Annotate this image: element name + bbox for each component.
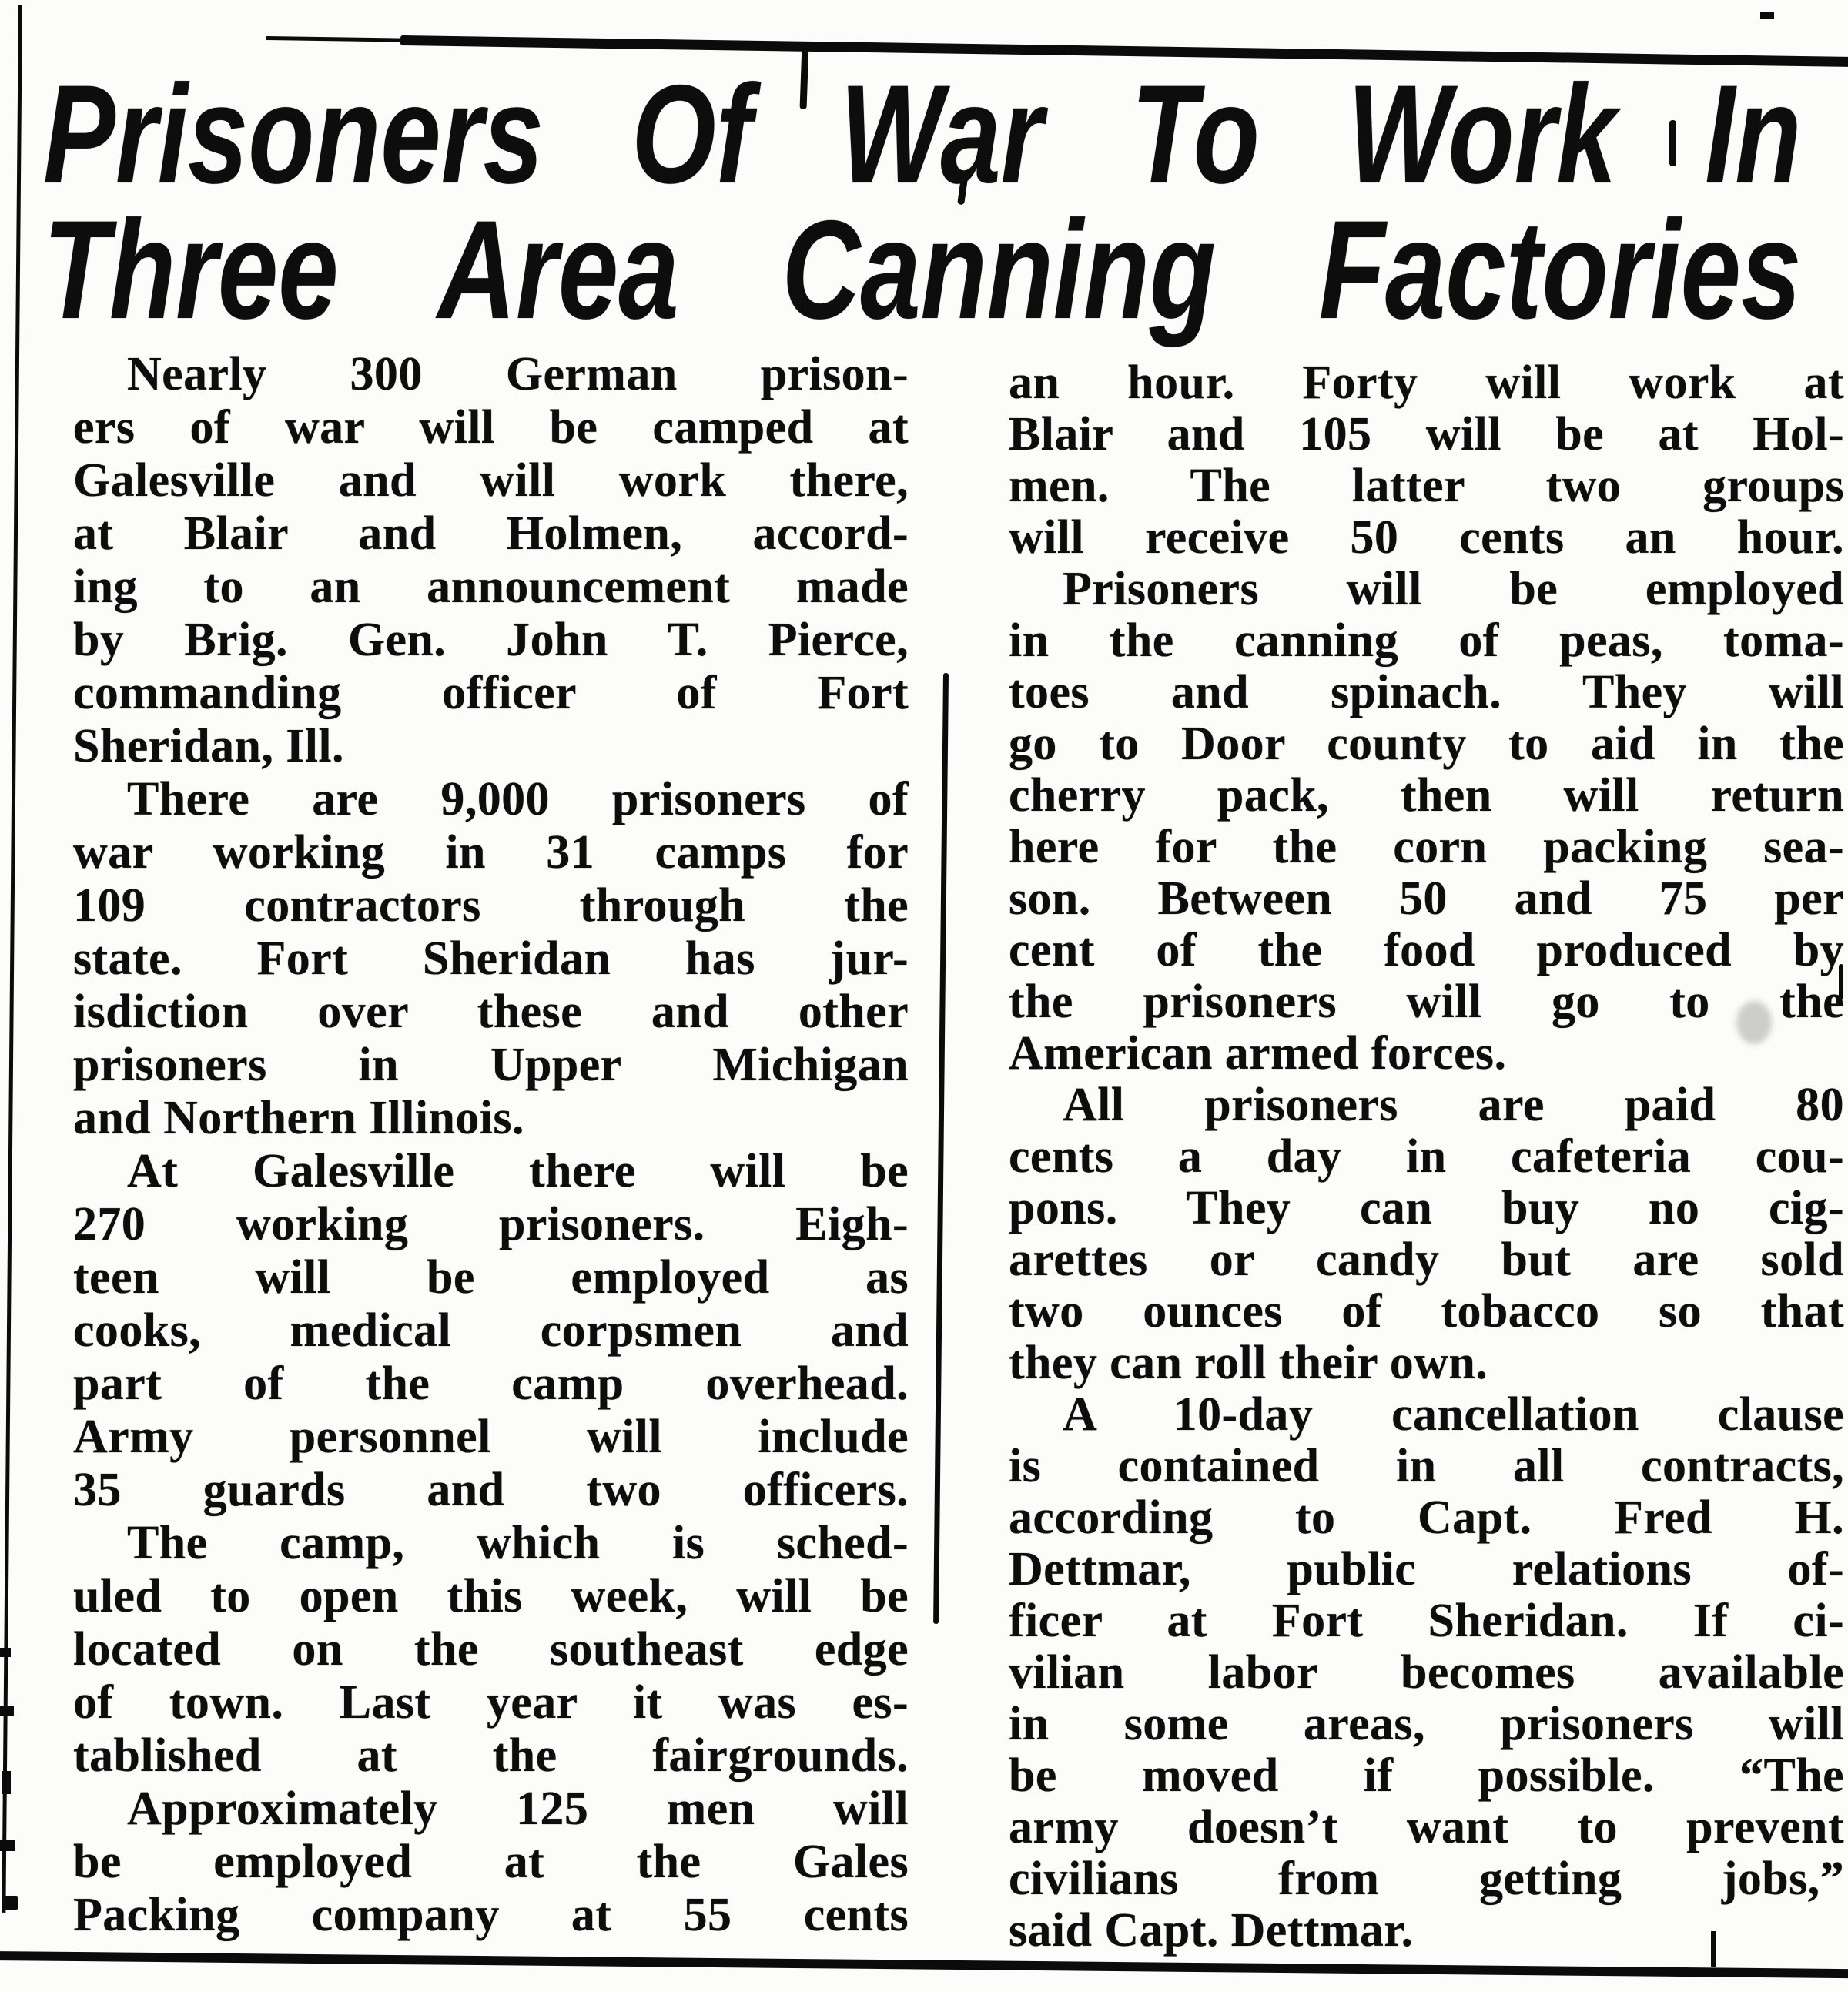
body-line: will receive 50 cents an hour. <box>1009 511 1844 564</box>
paragraph <box>73 1783 909 1942</box>
body-line: located on the southeast edge <box>73 1623 909 1676</box>
paragraph <box>73 773 909 1145</box>
body-line: All prisoners are paid 80 <box>1063 1079 1844 1131</box>
body-line: said Capt. Dettmar. <box>1009 1904 1414 1957</box>
body-line: pons. They can buy no cig- <box>1009 1182 1844 1234</box>
body-line: an hour. Forty will work at <box>1009 357 1844 409</box>
body-line: There are 9,000 prisoners of <box>127 773 909 825</box>
body-line: Approximately 125 men will <box>127 1783 909 1835</box>
column-right <box>1009 357 1844 1957</box>
body-line: Galesville and will work there, <box>73 454 909 507</box>
scan-artifact <box>0 1840 15 1851</box>
paragraph <box>1009 1389 1844 1957</box>
body-line: vilian labor becomes available <box>1009 1646 1844 1699</box>
body-line: 109 contractors through the <box>73 879 909 932</box>
body-line: Dettmar, public relations of- <box>1009 1543 1844 1595</box>
scan-artifact <box>0 1706 14 1716</box>
paragraph <box>73 348 909 773</box>
body-line: army doesn’t want to prevent <box>1009 1801 1844 1853</box>
body-line: tablished at the fairgrounds. <box>73 1729 909 1782</box>
scan-artifact <box>2 1771 11 1794</box>
body-line: Packing company at 55 cents <box>73 1889 909 1941</box>
paragraph <box>1009 1080 1844 1389</box>
body-line: son. Between 50 and 75 per <box>1009 872 1844 925</box>
body-line: prisoners in Upper Michigan <box>73 1039 909 1091</box>
left-edge-rule <box>2 5 22 1913</box>
body-line: teen will be employed as <box>73 1251 909 1304</box>
body-line: they can roll their own. <box>1009 1337 1488 1389</box>
body-line: Army personnel will include <box>73 1411 909 1463</box>
body-line: of town. Last year it was es- <box>73 1676 909 1729</box>
scan-artifact <box>2 1896 18 1910</box>
body-line: Sheridan, Ill. <box>73 720 344 772</box>
body-line: by Brig. Gen. John T. Pierce, <box>73 614 909 666</box>
paragraph <box>73 1145 909 1517</box>
body-line: civilians from getting jobs,” <box>1009 1853 1844 1905</box>
body-line: war working in 31 camps for <box>73 826 909 879</box>
body-line: uled to open this week, will be <box>73 1570 909 1622</box>
body-line: isdiction over these and other <box>73 986 909 1038</box>
body-line: is contained in all contracts, <box>1009 1440 1844 1492</box>
body-line: 270 working prisoners. Eigh- <box>73 1198 909 1250</box>
body-line: commanding officer of Fort <box>73 667 909 719</box>
body-line: be moved if possible. “The <box>1009 1749 1844 1802</box>
body-line: arettes or candy but are sold <box>1009 1234 1844 1286</box>
headline-line-1: Prisoners Of War To Work In <box>43 55 1802 213</box>
body-line: Prisoners will be employed <box>1063 563 1844 615</box>
body-line: part of the camp overhead. <box>73 1358 909 1410</box>
body-line: cooks, medical corpsmen and <box>73 1304 909 1357</box>
scan-artifact <box>1760 12 1774 19</box>
body-line: in some areas, prisoners will <box>1009 1698 1844 1750</box>
body-line: and Northern Illinois. <box>73 1092 524 1144</box>
body-line: ing to an announcement made <box>73 561 909 613</box>
body-line: in the canning of peas, toma- <box>1009 614 1844 667</box>
paragraph <box>1009 357 1844 564</box>
headline-line-2: Three Area Canning Factories <box>43 191 1802 348</box>
body-line: toes and spinach. They will <box>1009 666 1844 718</box>
body-line: cents a day in cafeteria cou- <box>1009 1130 1844 1183</box>
body-line: men. The latter two groups <box>1009 460 1844 512</box>
body-line: Nearly 300 German prison- <box>127 348 909 400</box>
headline <box>43 55 1802 348</box>
column-divider-rule <box>933 673 949 1624</box>
body-line: two ounces of tobacco so that <box>1009 1285 1844 1337</box>
body-line: here for the corn packing sea- <box>1009 821 1844 873</box>
body-line: go to Door county to aid in the <box>1009 718 1844 770</box>
body-line: ficer at Fort Sheridan. If ci- <box>1009 1595 1844 1647</box>
scan-artifact <box>0 1648 11 1657</box>
body-line: cherry pack, then will return <box>1009 769 1844 822</box>
body-line: Blair and 105 will be at Hol- <box>1009 408 1844 460</box>
body-line: The camp, which is sched- <box>127 1517 909 1569</box>
body-line: the prisoners will go to the <box>1009 976 1844 1028</box>
column-left <box>73 348 909 1942</box>
body-line: be employed at the Gales <box>73 1836 909 1888</box>
paragraph <box>73 1517 909 1783</box>
body-line: A 10-day cancellation clause <box>1063 1388 1844 1441</box>
body-line: according to Capt. Fred H. <box>1009 1491 1844 1544</box>
body-line: state. Fort Sheridan has jur- <box>73 932 909 985</box>
body-line: 35 guards and two officers. <box>73 1464 909 1516</box>
body-line: At Galesville there will be <box>127 1145 909 1197</box>
body-line: cent of the food produced by <box>1009 924 1844 976</box>
body-line: at Blair and Holmen, accord- <box>73 507 909 560</box>
body-line: American armed forces. <box>1009 1027 1507 1080</box>
body-line: ers of war will be camped at <box>73 401 909 454</box>
paragraph <box>1009 564 1844 1080</box>
